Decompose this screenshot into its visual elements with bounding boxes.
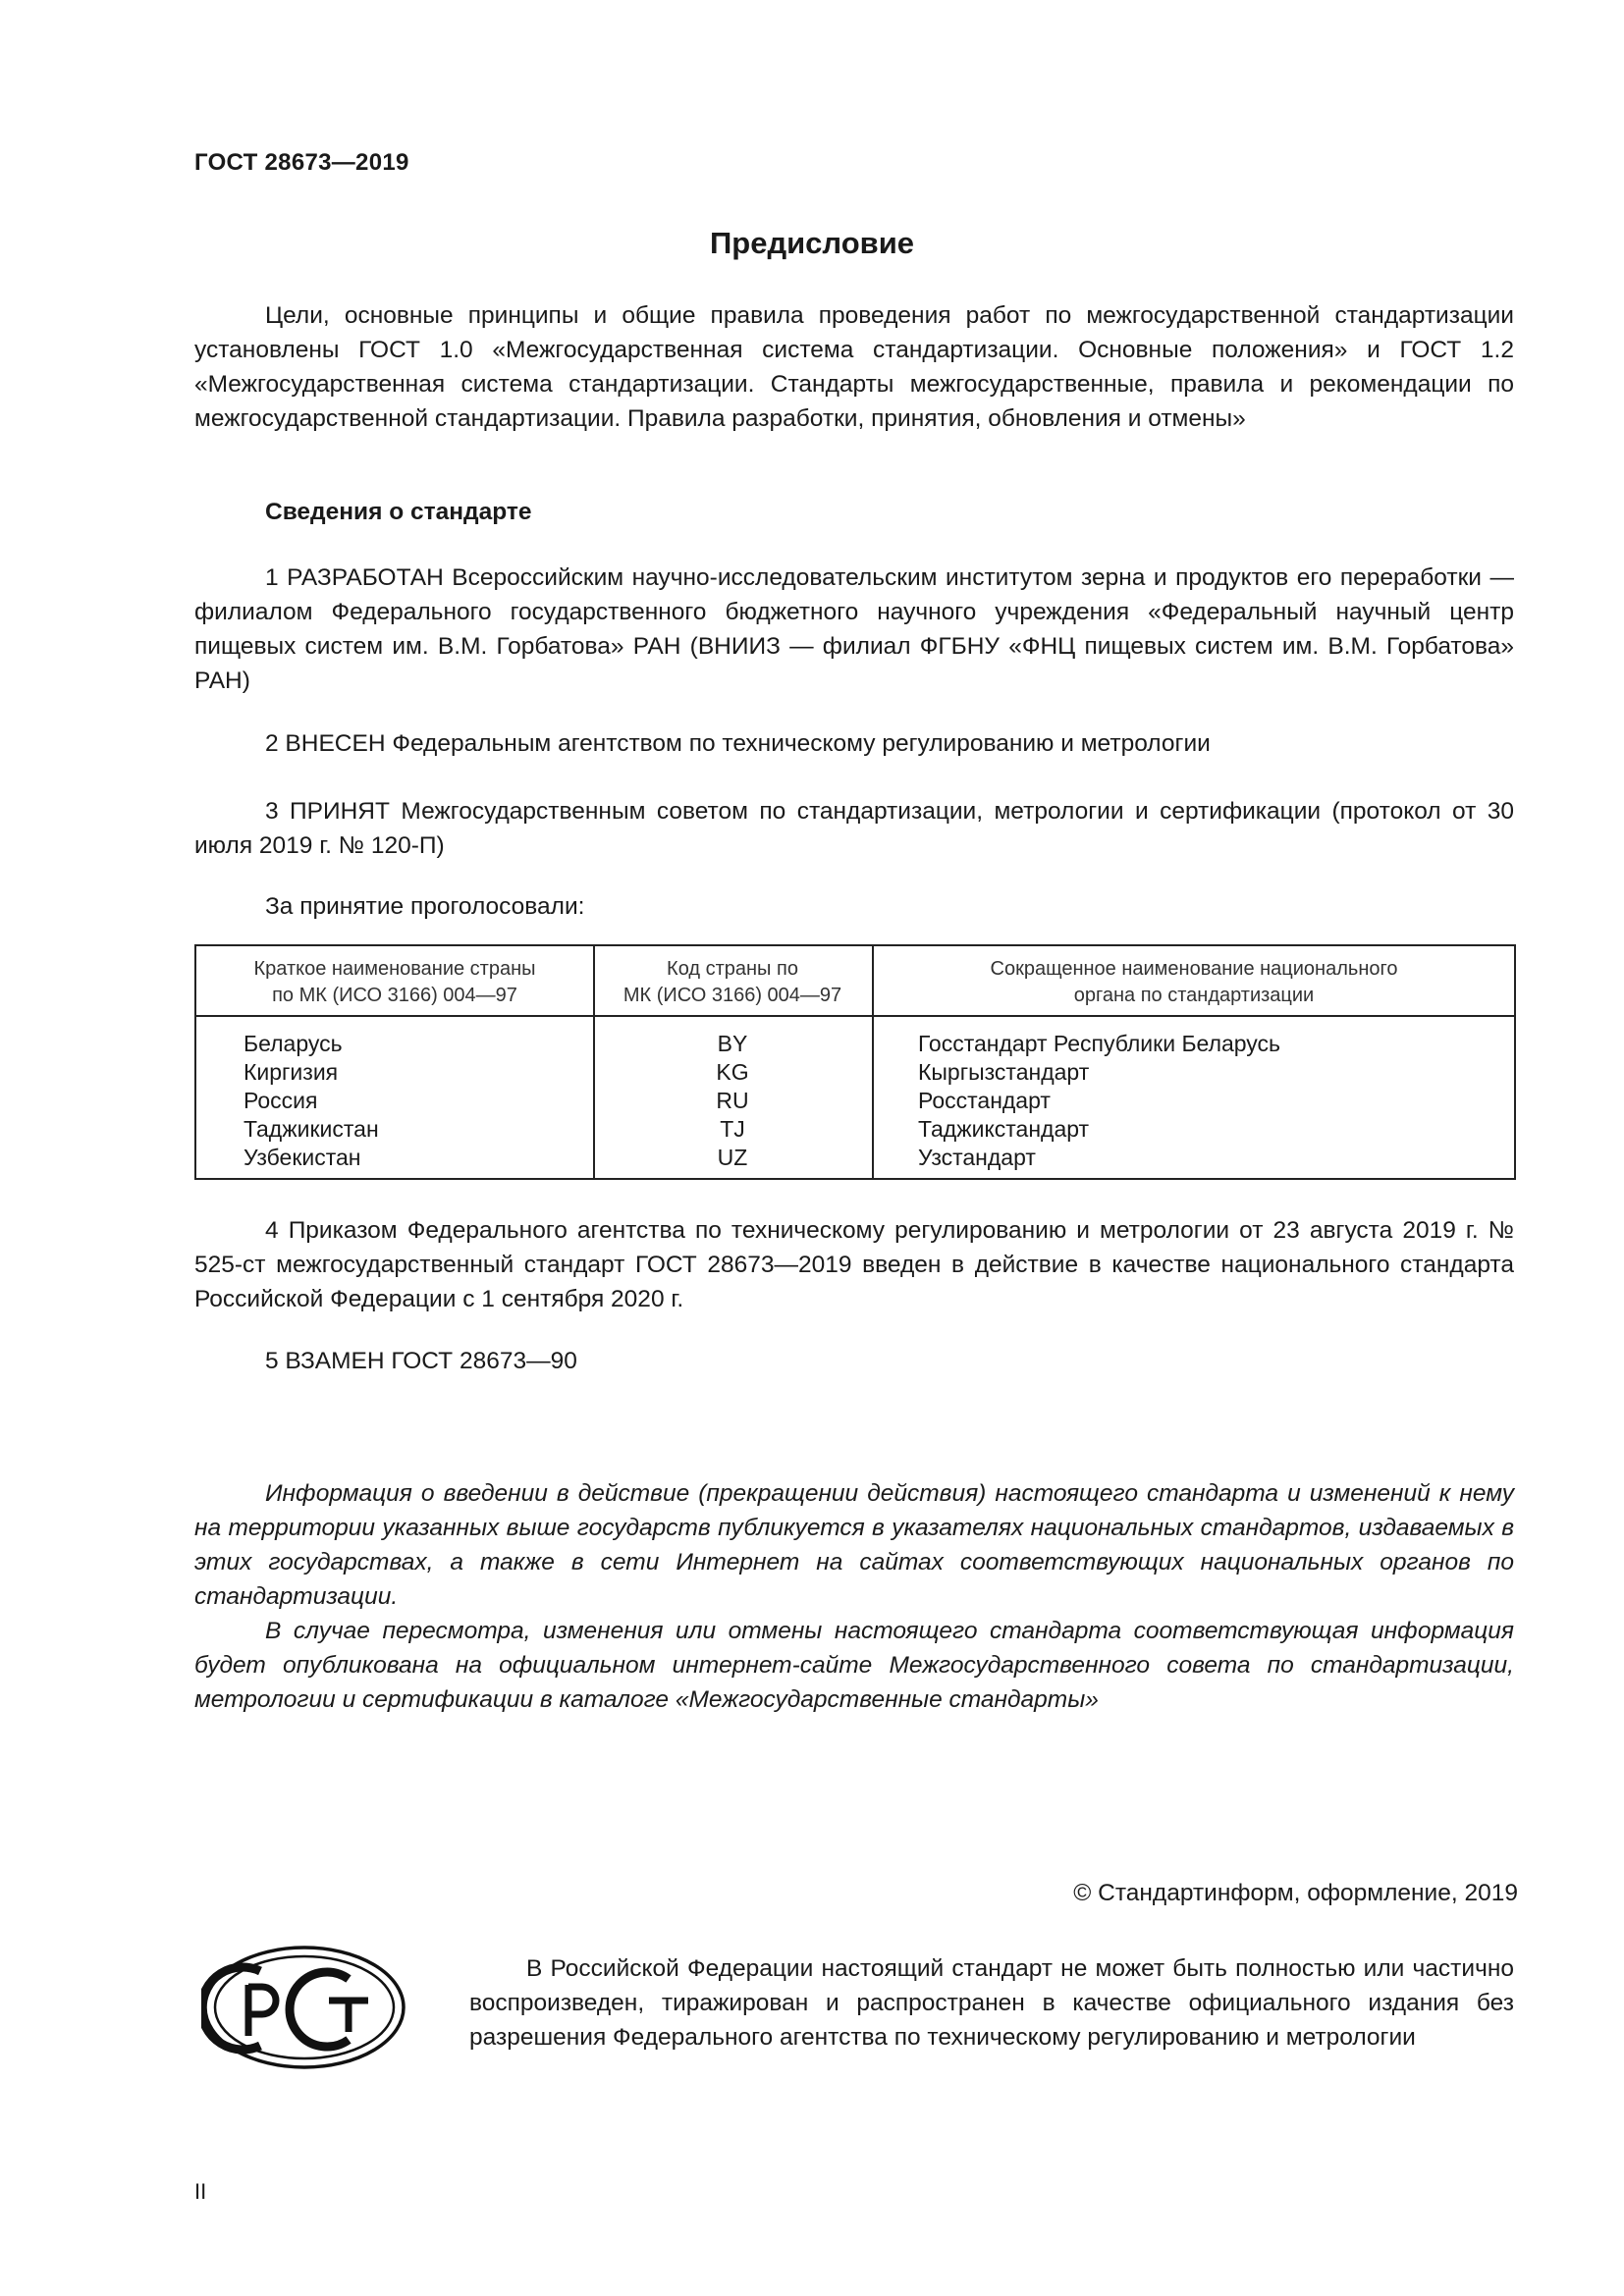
table-header-country: Краткое наименование страны по МК (ИСО 3166) 004—97 — [253, 958, 536, 1006]
item-4-text: 4 Приказом Федерального агентства по техническому регулированию и метрологии от 23 августа 2019 г. № 525-ст межгосударственный стандарт ГОСТ 28673—2019 введен в действие в качестве национального стандарта Российской Федерации с 1 сентября 2020 г. — [194, 1217, 1514, 1312]
table-cell-country: Киргизия — [244, 1059, 339, 1085]
item-2 — [194, 726, 1514, 761]
table-header-body: Сокращенное наименование национального органа по стандартизации — [990, 958, 1398, 1006]
voting-table — [194, 944, 1516, 1180]
table-cell-country: Россия — [244, 1088, 318, 1113]
page-number: II — [194, 2179, 207, 2204]
voted-label: За принятие проголосовали: — [265, 893, 585, 920]
code-column — [593, 1030, 872, 1172]
intro-text: Цели, основные принципы и общие правила проведения работ по межгосударственной стандартизации установлены ГОСТ 1.0 «Межгосударственная система стандартизации. Основные положения» и ГОСТ 1.2 «Межгосударственная система стандартизации. Стандарты межгосударственные, правила и рекомендации по межгосударственной стандартизации. Правила разработки, принятия, обновления и отмены» — [194, 302, 1514, 432]
table-cell-code: BY — [717, 1031, 748, 1056]
item-5: 5 ВЗАМЕН ГОСТ 28673—90 — [265, 1348, 577, 1374]
table-cell-code: TJ — [720, 1116, 745, 1142]
table-cell-country: Таджикистан — [244, 1116, 379, 1142]
item-1 — [194, 561, 1514, 698]
table-header-code: Код страны по МК (ИСО 3166) 004—97 — [623, 958, 842, 1006]
page-title: Предисловие — [709, 226, 914, 260]
item-4 — [194, 1213, 1514, 1316]
item-1-text: 1 РАЗРАБОТАН Всероссийским научно-исследовательским институтом зерна и продуктов его переработки — филиалом Федерального государственного бюджетного научного учреждения «Федеральный научный центр пищевых систем им. В.М. Горбатова» РАН (ВНИИЗ — филиал ФГБНУ «ФНЦ пищевых систем им. В.М. Горбатова» РАН) — [194, 564, 1514, 694]
item-3-text: 3 ПРИНЯТ Межгосударственным советом по стандартизации, метрологии и сертификации (протокол от 30 июля 2019 г. № 120-П) — [194, 798, 1514, 859]
table-cell-body: Госстандарт Республики Беларусь — [918, 1031, 1281, 1056]
country-column — [244, 1030, 379, 1172]
rst-certification-mark-icon — [201, 1944, 407, 2071]
copyright: © Стандартинформ, оформление, 2019 — [1073, 1880, 1518, 1906]
body-column — [918, 1030, 1280, 1172]
table-cell-body: Таджикстандарт — [918, 1116, 1090, 1142]
table-cell-body: Росстандарт — [918, 1088, 1051, 1113]
notice-text-2: В случае пересмотра, изменения или отмены настоящего стандарта соответствующая информация будет опубликована на официальном интернет-сайте Межгосударственного совета по стандартизации, метрологии и сертификации в каталоге «Межгосударственные стандарты» — [194, 1618, 1514, 1713]
table-cell-code: RU — [716, 1088, 749, 1113]
item-3 — [194, 794, 1514, 863]
table-cell-country: Узбекистан — [244, 1145, 361, 1170]
rights-text: В Российской Федерации настоящий стандарт не может быть полностью или частично воспроизведен, тиражирован и распространен в качестве официального издания без разрешения Федерального агентства по техническому регулированию и метрологии — [469, 1955, 1514, 2051]
notice-block — [194, 1476, 1514, 1717]
rights-notice — [469, 1951, 1514, 2055]
notice-text-1: Информация о введении в действие (прекращении действия) настоящего стандарта и изменений к нему на территории указанных выше государств публикуется в указателях национальных стандартов, издаваемых в этих государствах, а также в сети Интернет на сайтах соответствующих национальных органов по стандартизации. — [194, 1480, 1514, 1610]
table-header-divider — [196, 1015, 1514, 1017]
table-cell-code: UZ — [717, 1145, 748, 1170]
table-cell-country: Беларусь — [244, 1031, 343, 1056]
table-cell-code: KG — [716, 1059, 749, 1085]
intro-paragraph — [194, 298, 1514, 436]
info-heading: Сведения о стандарте — [265, 499, 532, 525]
table-cell-body: Кыргызстандарт — [918, 1059, 1090, 1085]
table-cell-body: Узстандарт — [918, 1145, 1036, 1170]
document-code: ГОСТ 28673—2019 — [194, 149, 409, 176]
item-2-text: 2 ВНЕСЕН Федеральным агентством по техническому регулированию и метрологии — [265, 730, 1211, 757]
